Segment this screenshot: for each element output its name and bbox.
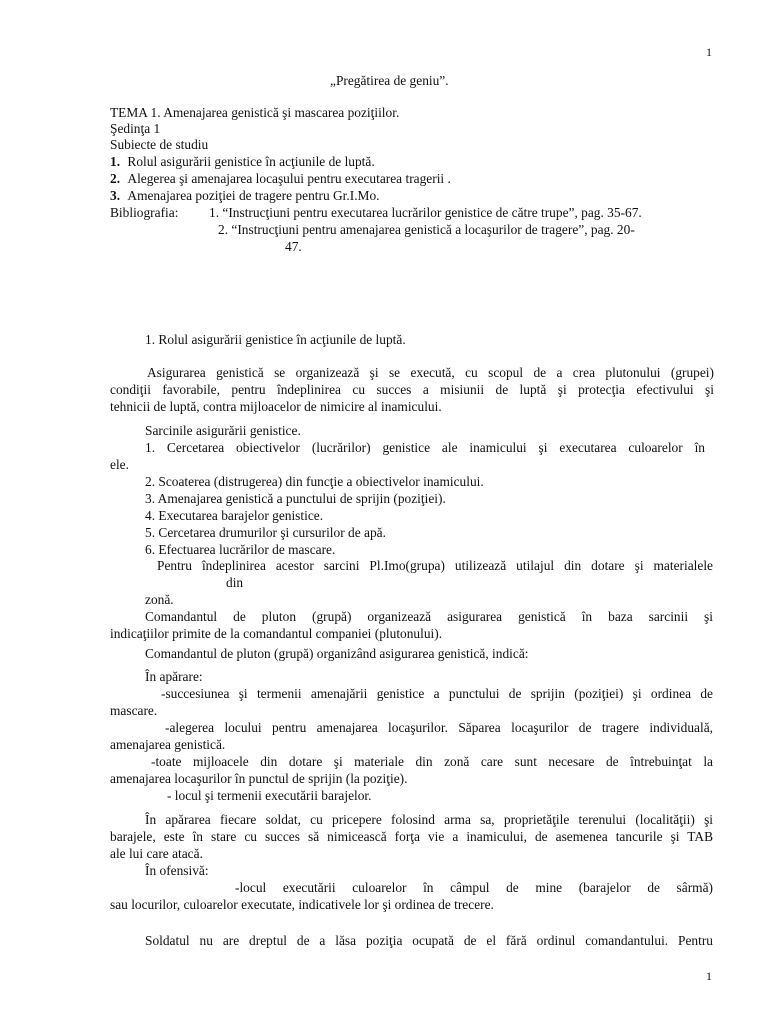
paragraph-line: Pentru îndeplinirea acestor sarcini Pl.Imo(grupa) utilizează utilajul din dotare şi materialele: [157, 558, 713, 573]
bibliografia-label: Bibliografia:: [110, 205, 179, 220]
aparare-heading: În apărare:: [145, 669, 203, 684]
bibliografia-item-1: 1. “Instrucţiuni pentru executarea lucrărilor genistice de către trupe”, pag. 35-67.: [209, 205, 642, 220]
subiect-item: [110, 153, 375, 170]
paragraph-line: Soldatul nu are dreptul de a lăsa poziţia ocupată de el fără ordinul comandantului. Pentru: [145, 933, 713, 948]
paragraph-line: indicaţiilor primite de la comandantul companiei (plutonului).: [110, 626, 443, 641]
page-number-bottom: 1: [706, 969, 712, 983]
list-item: 3. Amenajarea genistică a punctului de sprijin (poziţiei).: [145, 491, 446, 506]
bibliografia-item-2-cont: 47.: [285, 239, 302, 254]
subiect-text: Rolul asigurării genistice în acţiunile de luptă.: [127, 154, 375, 169]
subiect-text: Amenajarea poziţiei de tragere pentru Gr.I.Mo.: [127, 188, 380, 203]
subiect-item: [110, 187, 380, 204]
subiect-number: 1.: [110, 154, 121, 169]
aparare-item: -succesiunea şi termenii amenajării genistice a punctului de sprijin (poziţiei) şi ordinea de: [161, 686, 713, 701]
paragraph-line: condiţii favorabile, pentru îndeplinirea cu succes a misiunii de luptă şi protecţia efectivului şi: [110, 382, 714, 397]
aparare-item: -alegerea locului pentru amenajarea locaşurilor. Săparea locaşurilor de tragere individuală,: [165, 720, 713, 735]
subiect-item: [110, 170, 451, 187]
aparare-item: -toate mijloacele din dotare şi materiale din zonă care sunt necesare de întrebuinţat la: [151, 754, 713, 769]
sarcinile-heading: Sarcinile asigurării genistice.: [145, 423, 301, 438]
paragraph-line: ale lui care atacă.: [110, 846, 203, 861]
ofensiva-heading: În ofensivă:: [145, 863, 209, 878]
bibliografia-item-2: 2. “Instrucţiuni pentru amenajarea genistică a locaşurilor de tragere”, pag. 20-: [218, 222, 635, 237]
list-item-cont: ele.: [110, 457, 129, 472]
aparare-item-cont: mascare.: [110, 703, 158, 718]
list-item: 4. Executarea barajelor genistice.: [145, 508, 324, 523]
paragraph-line: Comandantul de pluton (grupă) organizând asigurarea genistică, indică:: [145, 646, 529, 661]
tema-heading: TEMA 1. Amenajarea genistică şi mascarea poziţiilor.: [110, 105, 400, 120]
paragraph-line: În apărarea fiecare soldat, cu pricepere folosind arma sa, proprietăţile terenului (localităţii) şi: [145, 812, 713, 827]
paragraph-line: Asigurarea genistică se organizează şi se execută, cu scopul de a crea plutonului (grupei): [147, 365, 714, 380]
document-title: „Pregătirea de geniu”.: [330, 73, 449, 88]
page-number-top: 1: [706, 45, 712, 59]
ofensiva-item: -locul executării culoarelor în câmpul de mine (barajelor de sârmă): [235, 880, 713, 895]
paragraph-line: zonă.: [145, 592, 174, 607]
aparare-item-cont: amenajarea locaşurilor în punctul de sprijin (la poziţie).: [110, 771, 408, 786]
aparare-item-cont: amenajarea genistică.: [110, 737, 226, 752]
list-item: 5. Cercetarea drumurilor şi cursurilor de apă.: [145, 525, 386, 540]
ofensiva-item-cont: sau locurilor, culoarelor executate, indicativele lor şi ordinea de trecere.: [110, 897, 494, 912]
paragraph-line: tehnicii de luptă, contra mijloacelor de nimicire al inamicului.: [110, 399, 442, 414]
sedinta-label: Şedinţa 1: [110, 121, 161, 136]
paragraph-line: Comandantul de pluton (grupă) organizează asigurarea genistică în baza sarcinii şi: [145, 609, 713, 624]
paragraph-line: din: [226, 575, 244, 590]
subiect-text: Alegerea şi amenajarea locaşului pentru executarea tragerii .: [127, 171, 451, 186]
subiect-number: 3.: [110, 188, 121, 203]
list-item: 1. Cercetarea obiectivelor (lucrărilor) genistice ale inamicului şi executarea culoarelor în: [145, 440, 705, 455]
subiecte-heading: Subiecte de studiu: [110, 137, 209, 152]
section-heading: 1. Rolul asigurării genistice în acţiunile de luptă.: [145, 332, 406, 347]
subiect-number: 2.: [110, 171, 121, 186]
paragraph-line: barajele, este în stare cu succes să nimicească forţa vie a inamicului, de asemenea tancurile şi TAB: [110, 829, 713, 844]
aparare-item: - locul şi termenii executării barajelor.: [167, 788, 372, 803]
list-item: 2. Scoaterea (distrugerea) din funcţie a obiectivelor inamicului.: [145, 474, 484, 489]
list-item: 6. Efectuarea lucrărilor de mascare.: [145, 542, 336, 557]
